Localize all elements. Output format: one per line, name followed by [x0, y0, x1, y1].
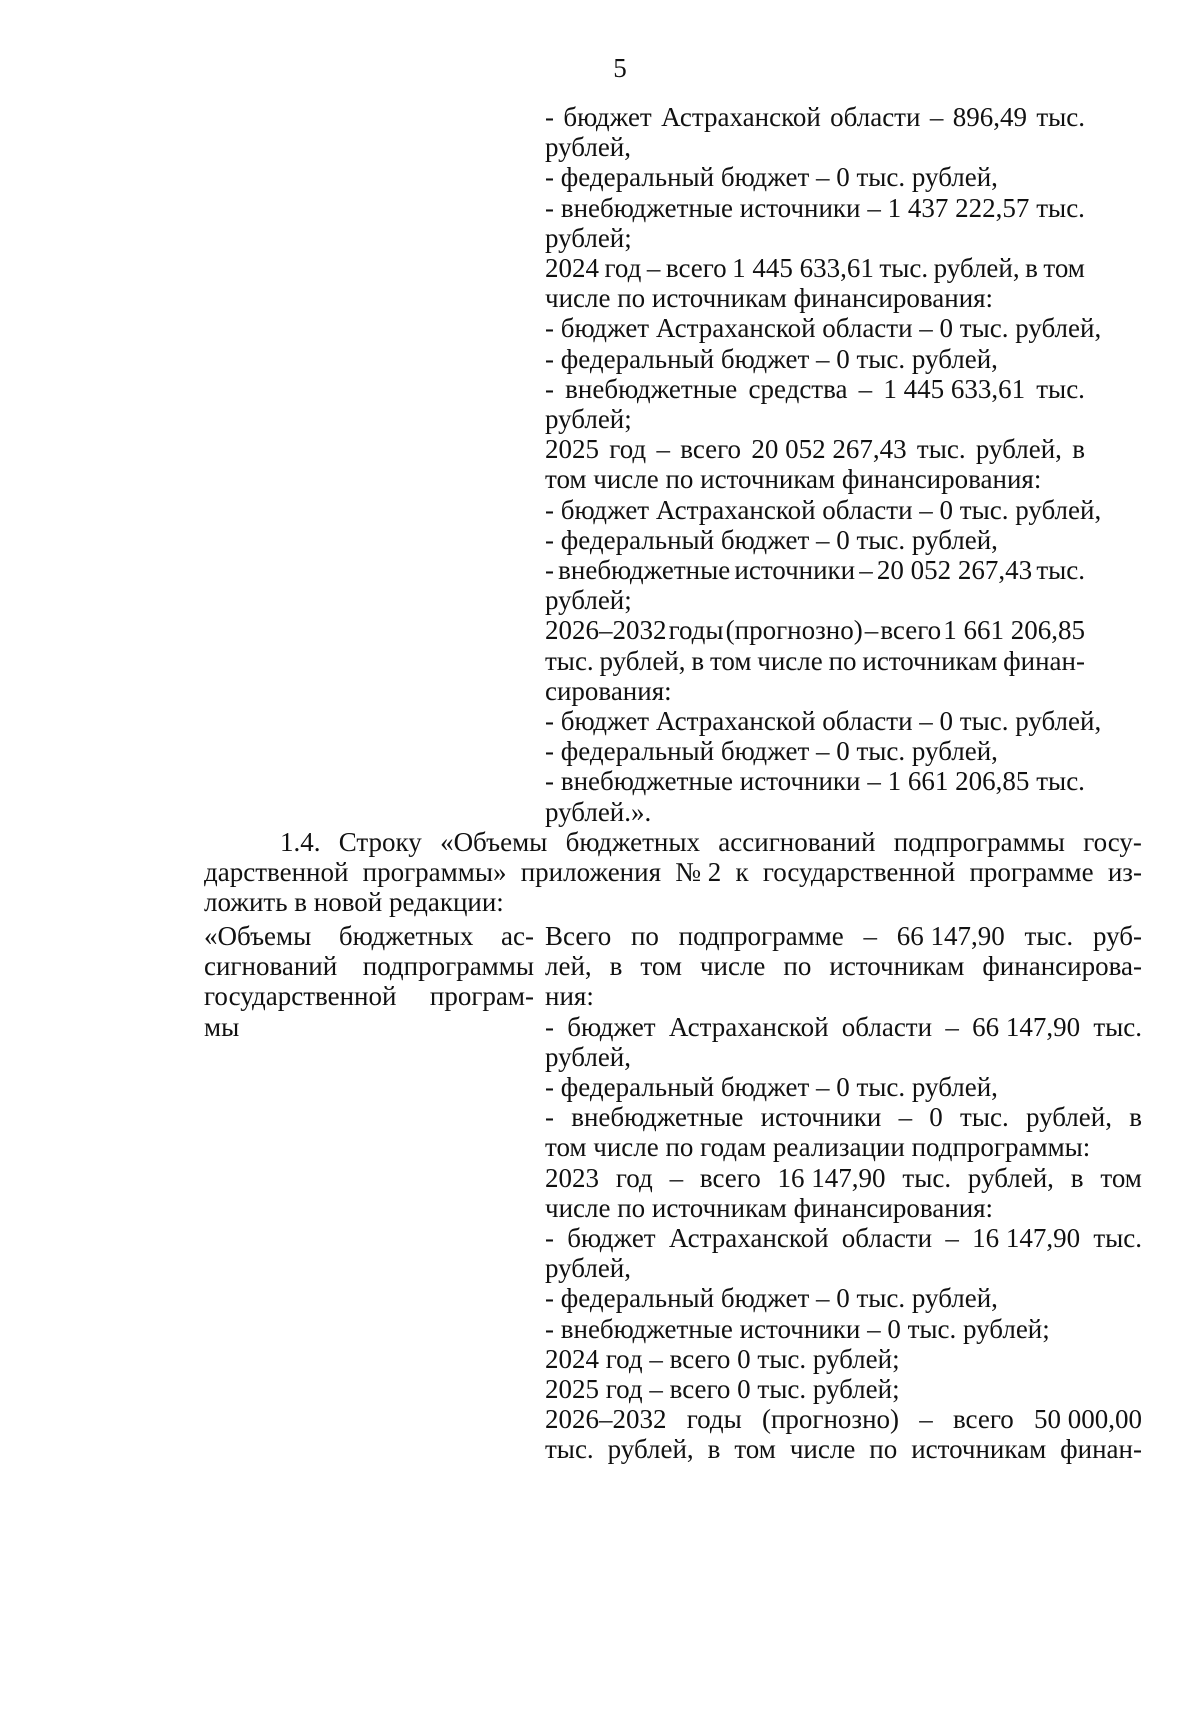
right-column-word: бюджет [567, 1011, 656, 1042]
top-block-word: - [545, 102, 554, 132]
right-column-line: ния: [545, 981, 594, 1012]
right-column-line: 2025 год – всего 0 тыс. рублей; [545, 1374, 900, 1404]
right-column-line: числе по источникам финансирования: [545, 1192, 994, 1223]
right-column-word: – [945, 1223, 959, 1253]
paragraph-word: подпрограммы [893, 827, 1065, 857]
right-column-word: 2026–2032 [545, 1404, 667, 1435]
right-column-word: всего [699, 1162, 761, 1193]
right-column-line: рублей, [545, 1253, 632, 1284]
top-block-word: тыс. [1036, 373, 1085, 404]
right-column-word: годы [686, 1404, 742, 1435]
paragraph-word: приложения [520, 857, 662, 888]
paragraph-word: «Объемы [440, 827, 548, 857]
right-column-word: 50 000,00 [1033, 1404, 1142, 1435]
right-column-word: финансирова- [982, 951, 1142, 982]
right-column-word: 66 147,90 [972, 1011, 1081, 1042]
right-column-word: тыс. [1024, 921, 1074, 951]
top-block-word: 1 445 633,61 [732, 253, 874, 283]
top-block-line [545, 554, 1085, 586]
top-block-word: – [867, 192, 881, 223]
top-block-line [545, 101, 1085, 133]
top-block-word: 1 661 206,85 [943, 615, 1085, 646]
right-column-word: том [734, 1434, 776, 1465]
left-column-word: програм- [429, 981, 534, 1012]
top-block-word: внебюджетные [565, 373, 738, 404]
top-block-word: тыс. [1036, 766, 1085, 797]
top-block-word: том [1043, 253, 1085, 283]
right-column-word: рублей, [607, 1434, 694, 1465]
top-block-word: – [929, 102, 944, 132]
right-column-word: – [669, 1162, 684, 1193]
top-block-line: рублей; [545, 222, 632, 253]
top-block-word: - [545, 766, 554, 797]
top-block-word: тыс. [1036, 192, 1085, 223]
right-column-word: в [1129, 1102, 1142, 1133]
left-column-line: мы [204, 1011, 240, 1042]
paragraph-word: программе [969, 857, 1094, 888]
left-column-word: «Объемы [204, 921, 312, 951]
right-column-line [545, 1433, 1142, 1465]
top-block-word: Астраханской [661, 102, 821, 132]
paragraph-word: 1.4. [280, 827, 321, 857]
top-block-word: в [1025, 253, 1038, 283]
right-column-word: по [630, 921, 659, 951]
top-block-word: источники [734, 555, 856, 585]
right-column-word: – [919, 1404, 933, 1435]
right-column-line [545, 1403, 1142, 1435]
right-column-word: – [945, 1011, 959, 1042]
top-block-line [545, 645, 1085, 677]
paragraph-word: к [735, 857, 749, 888]
right-column-line: - внебюджетные источники – 0 тыс. рублей; [545, 1313, 1050, 1344]
right-column-word: (прогнозно) [761, 1404, 900, 1435]
top-block-word: 2025 [545, 434, 599, 465]
paragraph-word: госу- [1083, 827, 1142, 857]
top-block-word: источникам [862, 645, 998, 676]
right-column-word: - [545, 1011, 554, 1042]
right-column-word: бюджет [567, 1223, 656, 1253]
top-block-word: 896,49 [952, 102, 1027, 132]
right-column-line: - федеральный бюджет – 0 тыс. рублей, [545, 1072, 998, 1102]
right-column-word: год [615, 1162, 653, 1193]
right-column-word: тыс. [960, 1102, 1009, 1133]
right-column-word: том [640, 951, 682, 982]
right-column-line [545, 1101, 1142, 1133]
top-block-word: год [609, 434, 647, 465]
top-block-line [545, 614, 1085, 646]
right-column-word: по [869, 1434, 898, 1465]
top-block-word: внебюджетные [560, 192, 733, 223]
top-block-line: рублей; [545, 585, 632, 616]
top-block-word: внебюджетные [560, 766, 733, 797]
top-block-word: тыс. [916, 434, 966, 465]
top-block-line: - бюджет Астраханской области – 0 тыс. рублей, [545, 494, 1102, 525]
right-column-word: том [1100, 1162, 1142, 1193]
left-column-word: сигнований [204, 951, 338, 982]
right-column-word: лей, [545, 951, 592, 982]
right-column-word: области [841, 1011, 933, 1042]
right-column-word: тыс. [545, 1434, 594, 1465]
paragraph-line [204, 856, 1142, 888]
top-block-word: в [691, 645, 705, 676]
right-column-word: 0 [929, 1102, 943, 1133]
top-block-word: всего [665, 253, 727, 283]
top-block-word: – [656, 434, 670, 465]
right-column-word: финан- [1060, 1434, 1142, 1465]
top-block-word: 20 052 267,43 [751, 434, 907, 465]
left-column-line [204, 950, 534, 982]
right-column-word: тыс. [902, 1162, 952, 1193]
right-column-word: числе [789, 1434, 856, 1465]
top-block-word: год [604, 253, 642, 283]
top-block-line: - федеральный бюджет – 0 тыс. рублей, [545, 524, 998, 555]
top-block-line: числе по источникам финансирования: [545, 283, 994, 314]
top-block-line [545, 373, 1085, 405]
right-column-word: Всего [545, 921, 612, 951]
right-column-word: в [609, 951, 623, 982]
top-block-word: – [867, 766, 881, 797]
top-block-word: - [545, 373, 554, 404]
left-column-word: подпрограммы [362, 951, 534, 982]
right-column-line: 2024 год – всего 0 тыс. рублей; [545, 1343, 900, 1374]
top-block-word: источники [739, 766, 861, 797]
right-column-word: тыс. [1093, 1223, 1142, 1253]
top-block-word: 20 052 267,43 [876, 555, 1033, 585]
top-block-word: всего [880, 615, 942, 646]
right-column-word: источники [760, 1102, 882, 1133]
right-column-word: подпрограмме [678, 921, 844, 951]
right-column-line: - федеральный бюджет – 0 тыс. рублей, [545, 1283, 998, 1314]
top-block-word: – [864, 615, 879, 646]
top-block-line: том числе по источникам финансирования: [545, 464, 1042, 495]
top-block-line: - бюджет Астраханской области – 0 тыс. рублей, [545, 706, 1102, 736]
right-column-word: – [863, 921, 877, 951]
top-block-word: в [1072, 434, 1085, 465]
top-block-line [545, 252, 1085, 284]
right-column-word: 2023 [545, 1162, 599, 1193]
right-column-word: руб- [1092, 921, 1142, 951]
right-column-word: – [898, 1102, 913, 1133]
top-block-line: - федеральный бюджет – 0 тыс. рублей, [545, 343, 998, 374]
right-column-line: рублей, [545, 1041, 632, 1072]
top-block-word: рублей, [975, 434, 1062, 465]
right-column-word: - [545, 1223, 554, 1253]
top-block-line: сирования: [545, 675, 672, 706]
top-block-word: - [545, 192, 554, 223]
right-column-word: 16 147,90 [777, 1162, 886, 1193]
paragraph-word: государственной [762, 857, 956, 888]
top-block-word: (прогнозно) [725, 615, 863, 646]
top-block-word: годы [668, 615, 724, 646]
paragraph-word: дарственной [204, 857, 349, 888]
right-column-word: по [783, 951, 812, 982]
right-column-line [545, 1222, 1142, 1254]
top-block-word: внебюджетные [558, 555, 731, 585]
left-column-word: государственной [204, 981, 397, 1012]
top-block-line [545, 192, 1085, 224]
right-column-line [545, 1162, 1142, 1194]
top-block-word: по [828, 645, 857, 676]
right-column-word: в [707, 1434, 721, 1465]
paragraph-word: ассигнований [718, 827, 876, 857]
paragraph-word: из- [1107, 857, 1142, 888]
top-block-word: тыс. [879, 253, 929, 283]
right-column-word: источникам [911, 1434, 1047, 1465]
top-block-word: рублей, [599, 645, 686, 676]
top-block-word: 2024 [545, 253, 599, 283]
top-block-word: тыс. [1036, 555, 1085, 585]
right-column-word: Астраханской [668, 1011, 829, 1042]
top-block-word: – [646, 253, 661, 283]
top-block-word: рублей, [933, 253, 1020, 283]
top-block-word: всего [680, 434, 742, 465]
right-column-word: рублей, [1025, 1102, 1112, 1133]
right-column-word: Астраханской [668, 1223, 829, 1253]
left-column-line [204, 920, 534, 952]
top-block-line: рублей, [545, 132, 632, 163]
right-column-word: источникам [829, 951, 965, 982]
top-block-line [545, 433, 1085, 465]
left-column-word: ас- [501, 921, 534, 951]
top-block-line: рублей; [545, 404, 632, 434]
top-block-word: финан- [1003, 645, 1085, 676]
top-block-line [545, 765, 1085, 797]
paragraph-word: № 2 [675, 857, 722, 888]
right-column-line [545, 1011, 1142, 1043]
top-block-word: области [830, 102, 921, 132]
left-column-word: бюджетных [338, 921, 474, 951]
right-column-word: рублей, [967, 1162, 1054, 1193]
page-number: 5 [613, 53, 627, 83]
top-block-word: – [859, 555, 873, 585]
top-block-word: числе [757, 645, 823, 676]
top-block-line: - бюджет Астраханской области – 0 тыс. рублей, [545, 313, 1102, 344]
right-column-word: в [1070, 1162, 1084, 1193]
paragraph-word: бюджетных [565, 827, 701, 857]
right-column-word: тыс. [1093, 1011, 1142, 1042]
paragraph-line: ложить в новой редакции: [204, 887, 504, 918]
paragraph-word: программы» [362, 857, 507, 888]
top-block-line: - федеральный бюджет – 0 тыс. рублей, [545, 162, 998, 193]
left-column-line [204, 980, 534, 1012]
top-block-word: средства [748, 373, 848, 404]
paragraph-word: Строку [338, 827, 422, 857]
right-column-word: числе [699, 951, 766, 982]
right-column-line: том числе по годам реализации подпрограммы: [545, 1132, 1091, 1163]
right-column-word: внебюджетные [571, 1102, 744, 1133]
right-column-word: области [841, 1223, 933, 1253]
top-block-word: тыс. [545, 645, 594, 676]
right-column-word: 66 147,90 [896, 921, 1005, 951]
top-block-line: - федеральный бюджет – 0 тыс. рублей, [545, 736, 998, 767]
right-column-word: всего [952, 1404, 1014, 1435]
right-column-word: 16 147,90 [972, 1223, 1081, 1253]
top-block-word: 2026–2032 [545, 615, 667, 646]
top-block-word: – [858, 373, 873, 404]
top-block-word: 1 437 222,57 [887, 192, 1030, 223]
top-block-word: том [709, 645, 752, 676]
top-block-word: источники [739, 192, 861, 223]
right-column-line [545, 950, 1142, 982]
right-column-word: - [545, 1102, 554, 1133]
right-column-line [545, 920, 1142, 952]
top-block-word: 1 445 633,61 [883, 373, 1026, 404]
top-block-word: - [545, 555, 554, 585]
top-block-word: тыс. [1036, 102, 1085, 132]
top-block-word: бюджет [563, 102, 652, 132]
paragraph-line [280, 826, 1142, 858]
top-block-line: рублей.». [545, 796, 652, 827]
top-block-word: 1 661 206,85 [887, 766, 1030, 797]
